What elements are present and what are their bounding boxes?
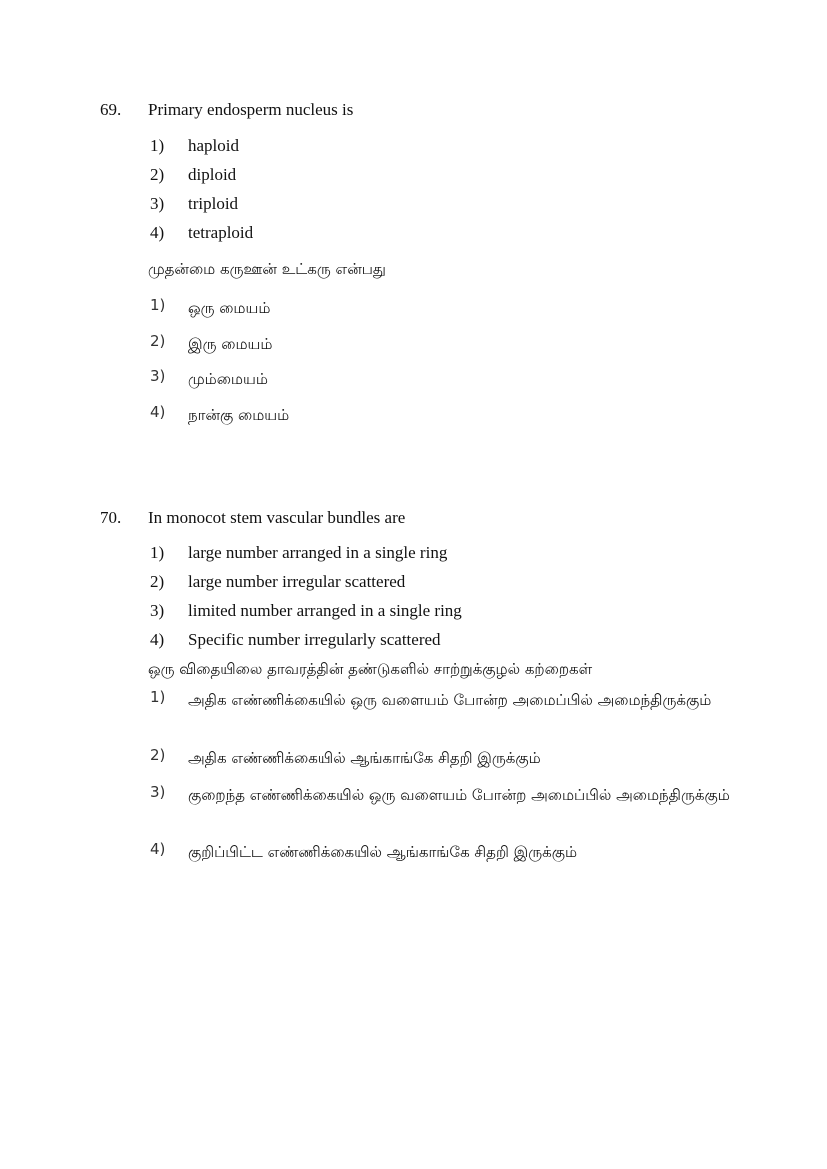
- option-number: 4): [150, 223, 165, 242]
- option-number: 3): [150, 601, 165, 620]
- option-text: அதிக எண்ணிக்கையில் ஆங்காங்கே சிதறி இருக்கும்: [188, 749, 541, 767]
- option-number: 4): [150, 403, 166, 421]
- option-text: triploid: [188, 194, 239, 213]
- question-text: Primary endosperm nucleus is: [148, 100, 354, 119]
- option-number: 4): [150, 840, 166, 858]
- option-number: 3): [150, 783, 166, 801]
- option-text: diploid: [188, 165, 237, 184]
- question-text: In monocot stem vascular bundles are: [148, 508, 406, 527]
- question-70: [0, 508, 827, 532]
- option-text: நான்கு மையம்: [188, 406, 290, 424]
- option-text: அதிக எண்ணிக்கையில் ஒரு வளையம் போன்ற அமைப்பில் அமைந்திருக்கும்: [188, 691, 712, 709]
- option-number: 1): [150, 543, 165, 562]
- option-text: haploid: [188, 136, 239, 155]
- tamil-question-text: ஒரு விதையிலை தாவரத்தின் தண்டுகளில் சாற்றுக்குழல் கற்றைகள்: [148, 660, 593, 678]
- tamil-question-text: முதன்மை கருஊன் உட்கரு என்பது: [148, 260, 386, 278]
- option-number: 2): [150, 572, 165, 591]
- option-number: 1): [150, 296, 166, 314]
- option-text: tetraploid: [188, 223, 254, 242]
- option-text: Specific number irregularly scattered: [188, 630, 441, 649]
- question-number: 70.: [100, 508, 122, 527]
- option-number: 1): [150, 136, 165, 155]
- option-text: ஒரு மையம்: [188, 299, 271, 317]
- question-69: [0, 100, 827, 124]
- option-text: குறிப்பிட்ட எண்ணிக்கையில் ஆங்காங்கே சிதறி இருக்கும்: [188, 843, 578, 861]
- option-number: 2): [150, 746, 166, 764]
- option-text: இரு மையம்: [188, 335, 273, 353]
- option-text: குறைந்த எண்ணிக்கையில் ஒரு வளையம் போன்ற அமைப்பில் அமைந்திருக்கும்: [188, 786, 730, 804]
- question-header: [0, 508, 827, 532]
- option-number: 2): [150, 165, 165, 184]
- option-number: 1): [150, 688, 166, 706]
- option-text: limited number arranged in a single ring: [188, 601, 462, 620]
- option-number: 4): [150, 630, 165, 649]
- option-text: large number arranged in a single ring: [188, 543, 448, 562]
- option-number: 3): [150, 194, 165, 213]
- option-text: large number irregular scattered: [188, 572, 406, 591]
- option-number: 3): [150, 367, 166, 385]
- option-text: மும்மையம்: [188, 370, 268, 388]
- question-number: 69.: [100, 100, 122, 119]
- question-header: [0, 100, 827, 124]
- option-number: 2): [150, 332, 166, 350]
